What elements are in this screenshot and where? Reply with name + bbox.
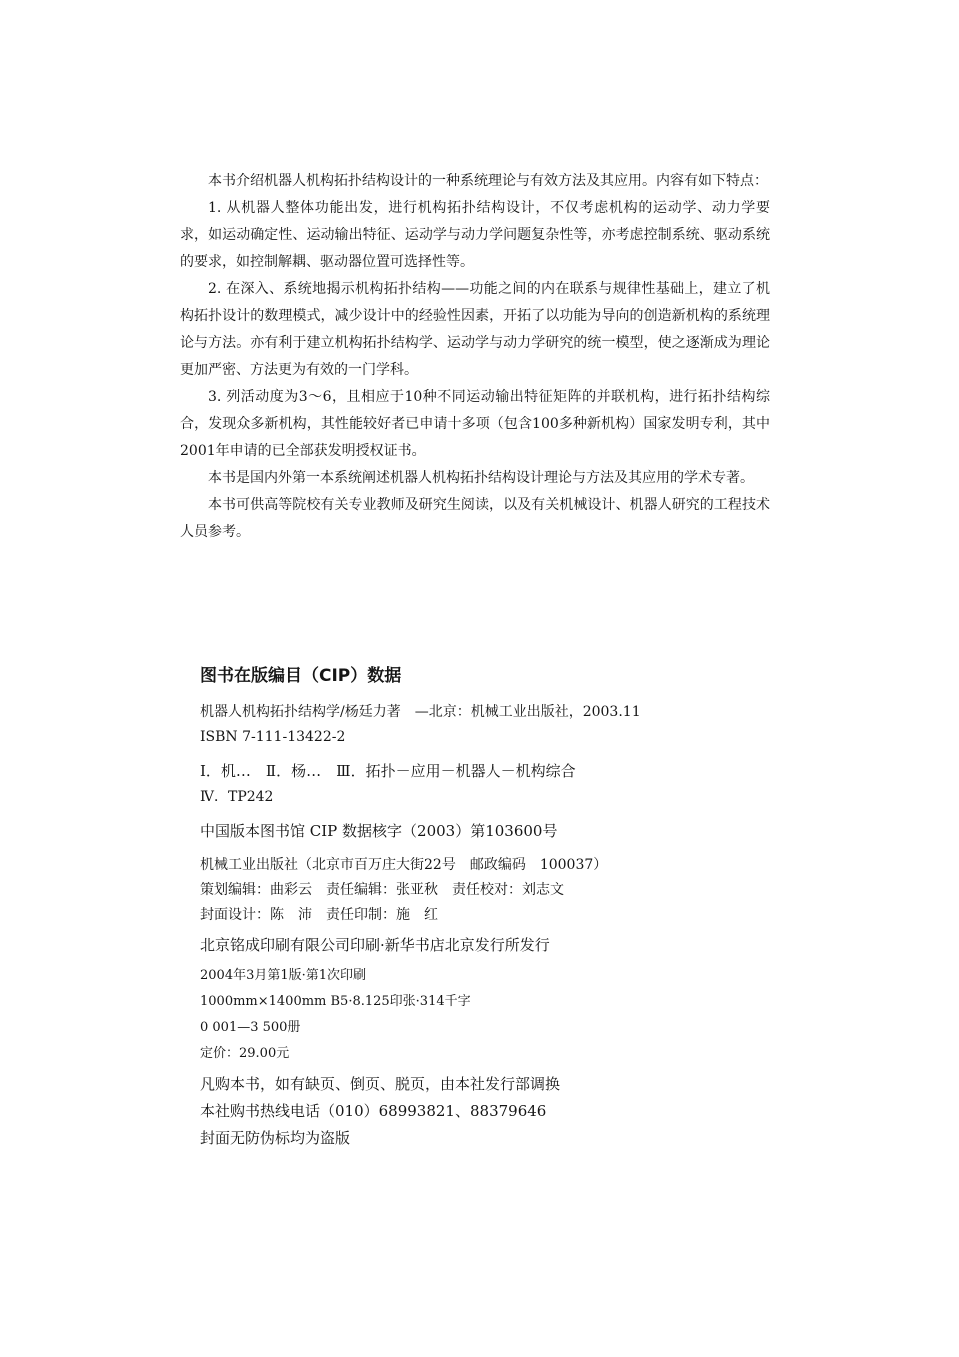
format-info: 1000mm×1400mm B5·8.125印张·314千字 <box>200 994 471 1009</box>
cip-classification: Ⅳ．TP242 <box>200 789 274 805</box>
edition-info: 2004年3月第1版·第1次印刷 <box>200 968 367 983</box>
intro-paragraph: 3. 列活动度为3～6，且相应于10种不同运动输出特征矩阵的并联机构，进行拓扑结构综合，发现众多新机构，其性能较好者已申请十多项（包含100多种新机构）国家发明专利，其中2001年申请的已全部获发明授权证书。 <box>180 389 770 459</box>
intro-paragraph: 1. 从机器人整体功能出发，进行机构拓扑结构设计，不仅考虑机构的运动学、动力学要求，如运动确定性、运动输出特征、运动学与动力学问题复杂性等，亦考虑控制系统、驱动系统的要求，如控制解耦、驱动器位置可选择性等。 <box>180 200 770 270</box>
cip-isbn: ISBN 7-111-13422-2 <box>200 729 346 745</box>
design-info: 封面设计：陈 沛 责任印制：施 红 <box>200 907 438 923</box>
intro-paragraph: 本书介绍机器人机构拓扑结构设计的一种系统理论与有效方法及其应用。内容有如下特点： <box>208 173 768 189</box>
cip-book-line: 机器人机构拓扑结构学/杨廷力著 —北京：机械工业出版社，2003.11 <box>200 704 641 720</box>
printer-info: 北京铭成印刷有限公司印刷·新华书店北京发行所发行 <box>200 936 550 954</box>
book-introduction <box>180 168 770 546</box>
intro-paragraph: 本书可供高等院校有关专业教师及研究生阅读，以及有关机械设计、机器人研究的工程技术人员参考。 <box>180 497 770 540</box>
hotline-info: 本社购书热线电话（010）68993821、88379646 <box>200 1102 547 1120</box>
copies-info: 0 001—3 500册 <box>200 1020 301 1035</box>
cip-number: 中国版本图书馆 CIP 数据核字（2003）第103600号 <box>200 822 558 840</box>
anti-counterfeit-notice: 封面无防伪标均为盗版 <box>200 1129 351 1147</box>
editors-info: 策划编辑：曲彩云 责任编辑：张亚秋 责任校对：刘志文 <box>200 882 564 898</box>
return-notice: 凡购本书，如有缺页、倒页、脱页，由本社发行部调换 <box>200 1075 561 1093</box>
cip-data-block <box>200 664 800 1152</box>
cip-title: 图书在版编目（CIP）数据 <box>200 666 402 686</box>
cip-subjects: Ⅰ．机… Ⅱ．杨… Ⅲ．拓扑－应用－机器人－机构综合 <box>200 762 576 780</box>
intro-paragraph: 本书是国内外第一本系统阐述机器人机构拓扑结构设计理论与方法及其应用的学术专著。 <box>208 470 754 486</box>
price-info: 定价：29.00元 <box>200 1046 290 1061</box>
intro-paragraph: 2. 在深入、系统地揭示机构拓扑结构——功能之间的内在联系与规律性基础上，建立了机构拓扑设计的数理模式，减少设计中的经验性因素，开拓了以功能为导向的创造新机构的系统理论与方法。亦有利于建立机构拓扑结构学、运动学与动力学研究的统一模型，使之逐渐成为理论更加严密、方法更为有效的一门学科。 <box>180 281 770 378</box>
publisher-info: 机械工业出版社（北京市百万庄大街22号 邮政编码 100037） <box>200 857 608 873</box>
